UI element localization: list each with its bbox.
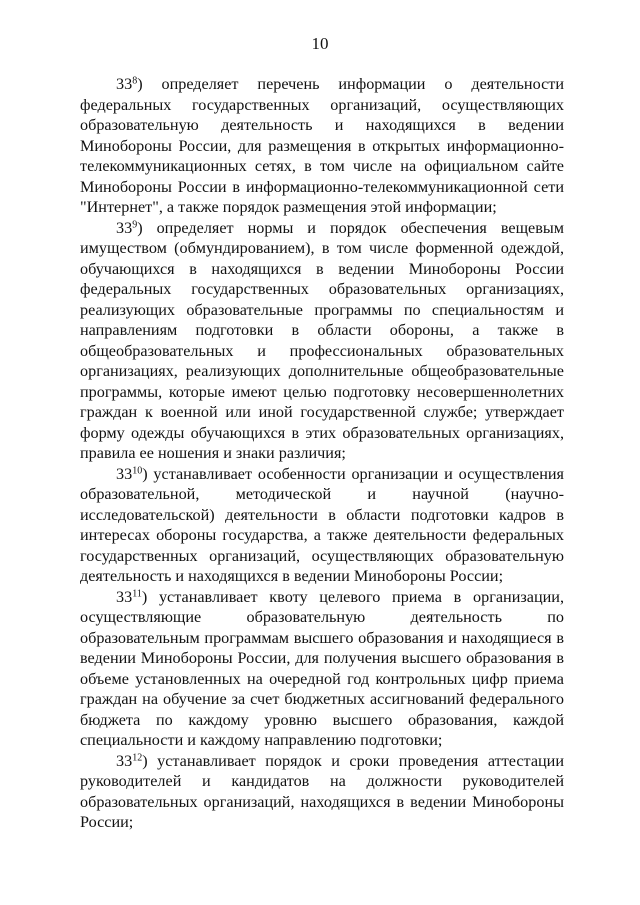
item-number-marker: ) (137, 75, 143, 93)
item-number-base: 33 (116, 75, 133, 93)
item-number-superscript: 9 (132, 219, 138, 230)
item-number-marker: ) (142, 751, 148, 770)
paragraph-33-8 (80, 74, 564, 218)
paragraph-33-11 (80, 587, 564, 751)
paragraph-33-10 (80, 464, 564, 587)
item-number-base: 33 (116, 751, 133, 770)
item-number-base: 33 (116, 218, 133, 237)
paragraph-33-12 (80, 751, 564, 833)
item-number (116, 588, 147, 606)
item-number-base: 33 (116, 464, 133, 483)
item-number (116, 465, 148, 483)
item-number-base: 33 (116, 587, 133, 606)
page-number: 10 (311, 34, 329, 53)
item-number (116, 75, 143, 93)
paragraph-text: устанавливает порядок и сроки проведения аттестации руководителей и кандидатов на должности руководителей образовательных организаций, находящихся в ведении Минобороны России; (80, 751, 565, 831)
item-number-superscript: 8 (132, 75, 138, 87)
item-number (116, 752, 148, 770)
document-body (80, 74, 564, 833)
item-number-superscript: 11 (132, 588, 142, 599)
paragraph-33-9 (80, 218, 564, 464)
paragraph-text: устанавливает квоту целевого приема в организации, осуществляющие образовательную деятельность по образовательным программам высшего образования и находящиеся в ведении Минобороны России, для получения высшего образования в объеме установленных на очередной год контрольных цифр приема граждан на обучение за счет бюджетных ассигнований федерального бюджета по каждому уровню высшего образования, каждой специальности и каждому направлению подготовки; (80, 587, 565, 749)
paragraph-text: определяет перечень информации о деятельности федеральных государственных организаций, осуществляющих образовательную деятельность и находящихся в ведении Минобороны России, для размещения в открытых информационно-телекоммуникационных сетях, в том числе на официальном сайте Минобороны России в информационно-телекоммуникационной сети "Интернет", а также порядок размещения этой информации; (80, 75, 565, 216)
item-number-marker: ) (141, 587, 148, 606)
paragraph-text: определяет нормы и порядок обеспечения вещевым имуществом (обмундированием), в том числе форменной одеждой, обучающихся в находящихся в ведении Минобороны России федеральных государственных образовательных организациях, реализующих образовательные программы по специальностям и направлениям подготовки в области обороны, а также в общеобразовательных и профессиональных образовательных организациях, реализующих дополнительные общеобразовательные программы, которые имеют целью подготовку несовершеннолетних граждан к военной или иной государственной службе; утверждает форму одежды обучающихся в этих образовательных организациях, правила ее ношения и знаки различия; (80, 218, 565, 462)
item-number-superscript: 12 (132, 752, 143, 763)
paragraph-text: устанавливает особенности организации и осуществления образовательной, методической и научной (научно-исследовательской) деятельности в области подготовки кадров в интересах обороны государства, а также деятельности федеральных государственных организаций, осуществляющих образовательную деятельность и находящихся в ведении Минобороны России; (80, 464, 565, 585)
item-number-marker: ) (142, 464, 148, 483)
item-number-superscript: 10 (132, 465, 143, 476)
item-number (116, 219, 143, 237)
item-number-marker: ) (137, 218, 143, 237)
